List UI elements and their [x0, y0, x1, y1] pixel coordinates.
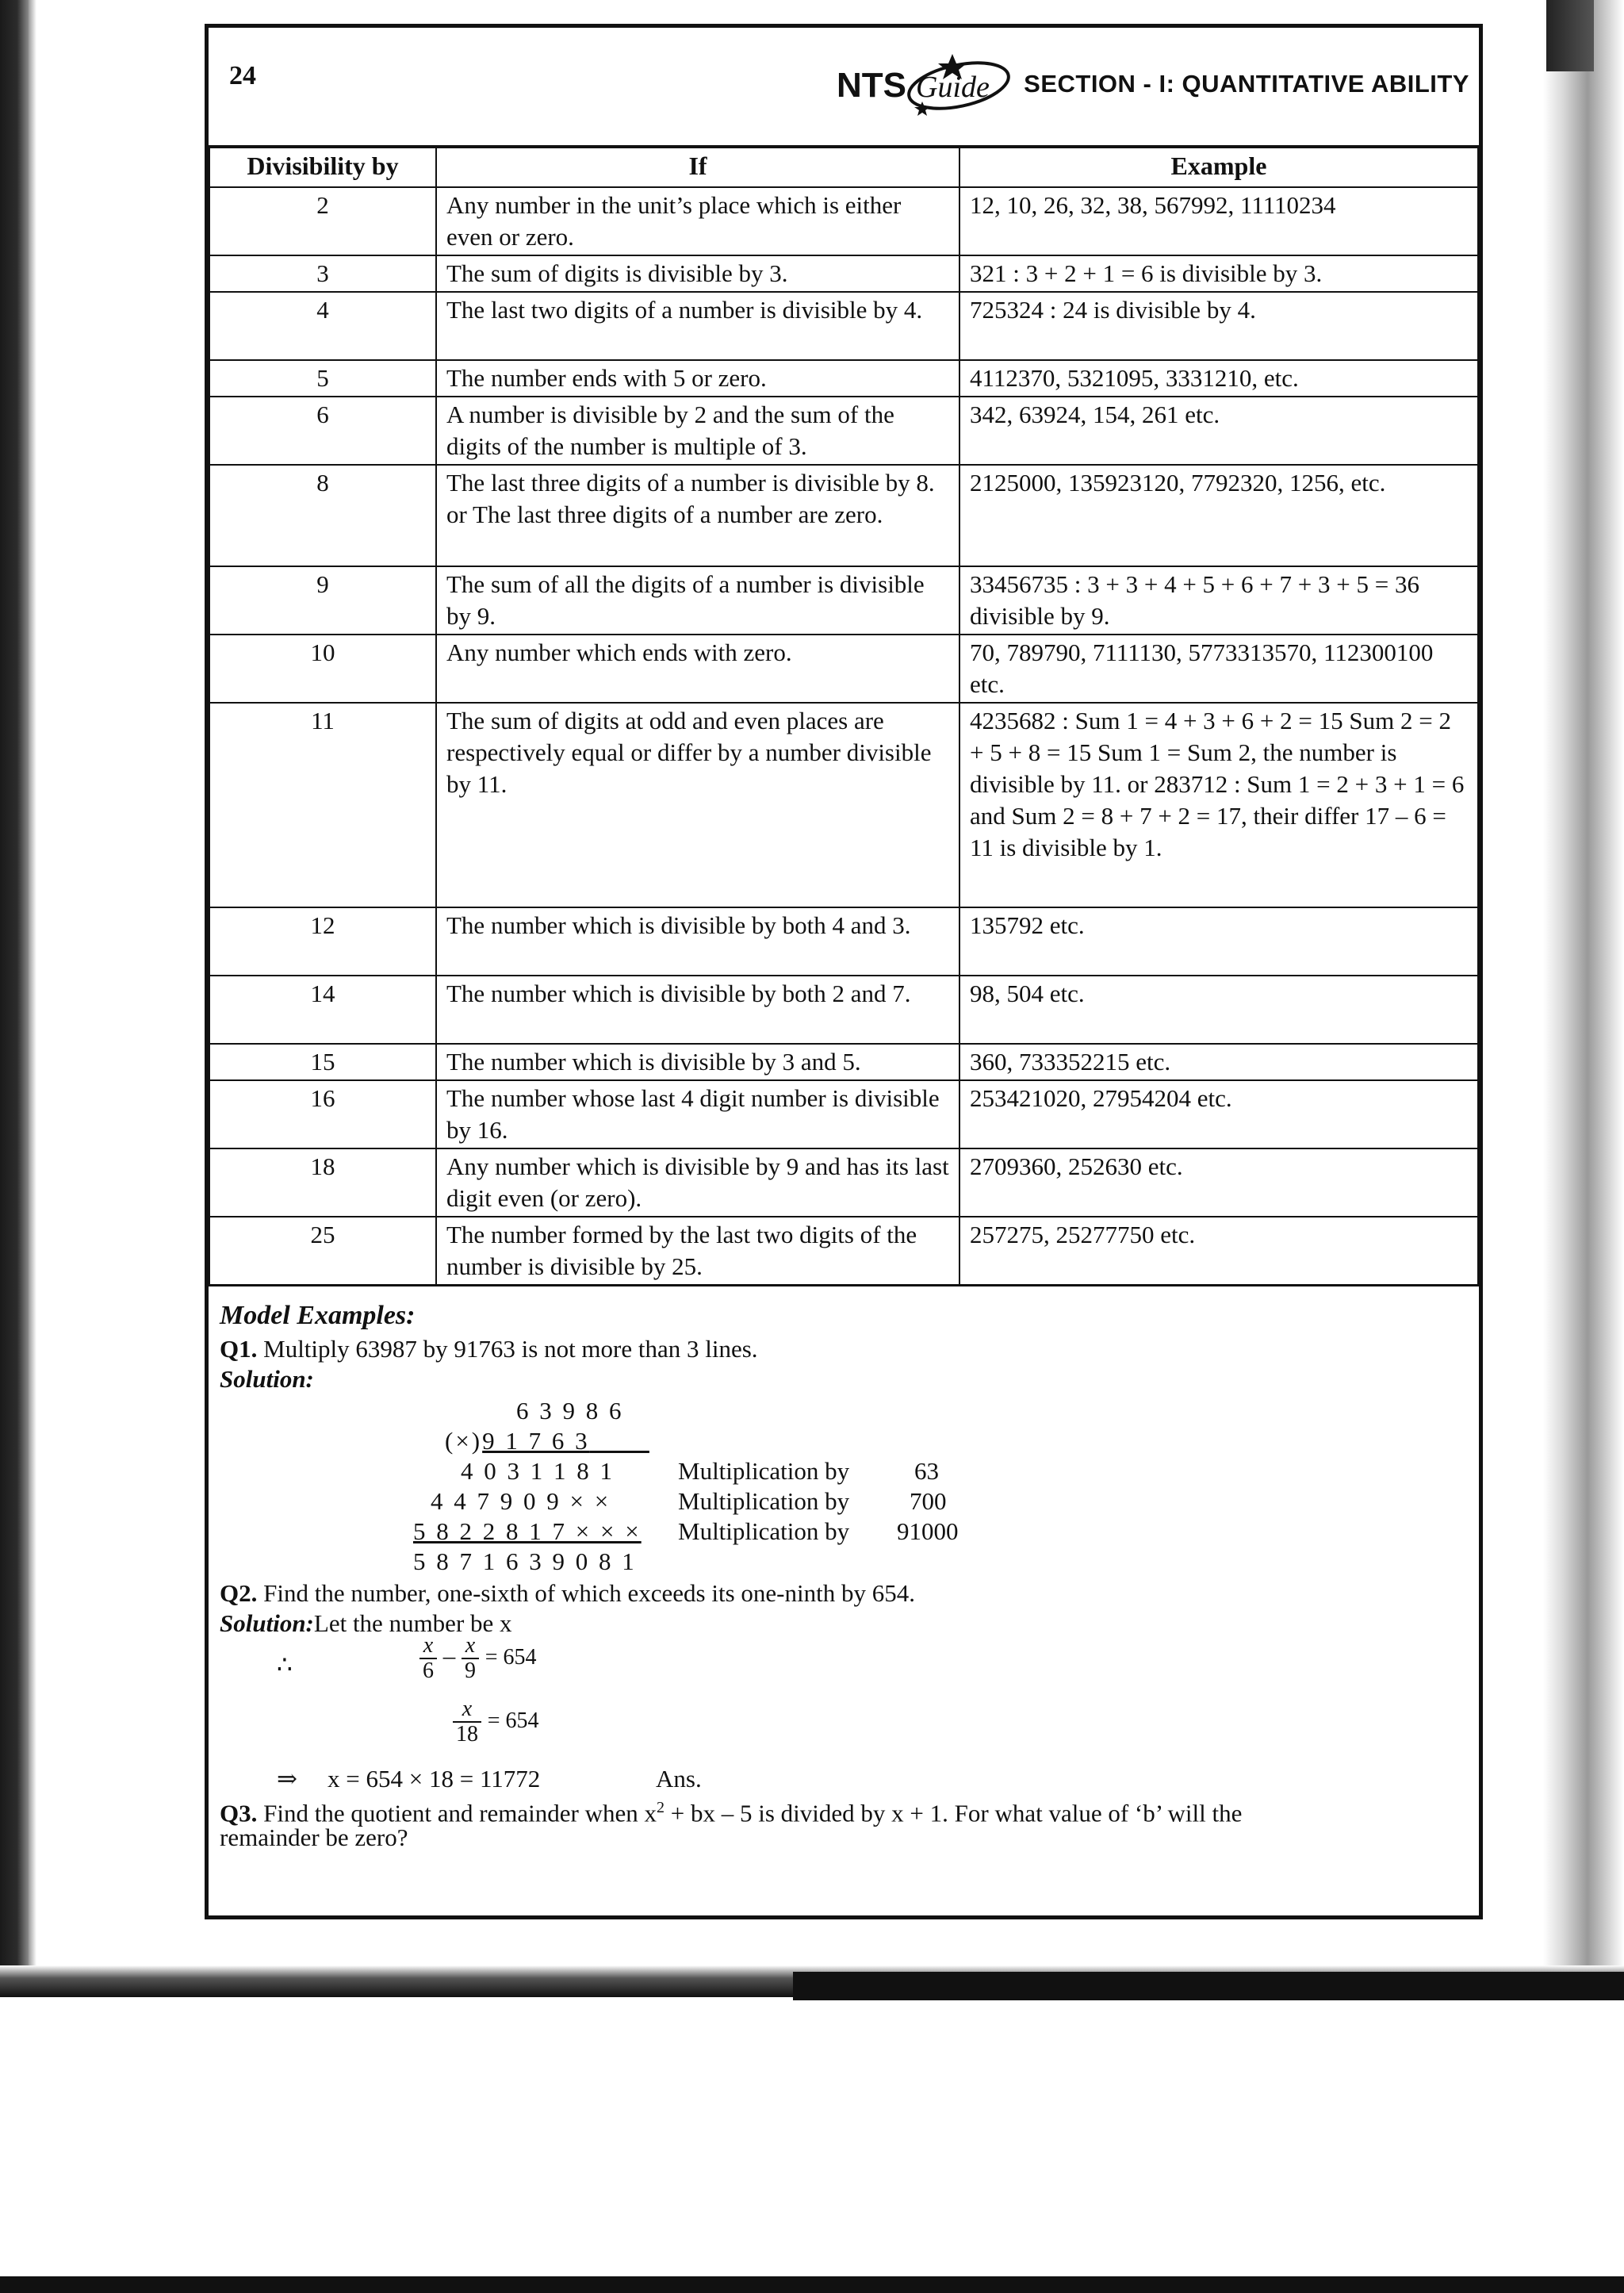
nts-guide-logo [833, 52, 1016, 116]
fraction-x-over-9 [462, 1634, 479, 1683]
equation-2-rhs: = 654 [487, 1708, 539, 1734]
cell-example: 135792 etc. [959, 907, 1478, 976]
fraction-denominator: 6 [423, 1658, 434, 1683]
cell-divisor: 2 [209, 187, 436, 255]
mult-partial-1-value: 63 [914, 1457, 939, 1485]
mult-multiplier-underline-tail [590, 1427, 649, 1455]
mult-partial-2: 4 4 7 9 0 9 × × [431, 1487, 611, 1515]
result-line: x = 654 × 18 = 11772 [327, 1765, 541, 1793]
cell-divisor: 12 [209, 907, 436, 976]
mult-result: 5 8 7 1 6 3 9 0 8 1 [413, 1547, 637, 1575]
scan-edge-right [1543, 0, 1624, 1983]
cell-example: 2709360, 252630 etc. [959, 1148, 1478, 1217]
fraction-x-over-18 [453, 1697, 481, 1747]
cell-rule: The sum of digits is divisible by 3. [436, 255, 959, 292]
cell-example: 342, 63924, 154, 261 etc. [959, 397, 1478, 465]
equation-1-rhs: = 654 [485, 1645, 537, 1670]
equation-1 [419, 1634, 537, 1683]
section-title: SECTION - I: QUANTITATIVE ABILITY [1024, 70, 1469, 98]
cell-rule: The number which is divisible by both 2 and 7. [436, 976, 959, 1044]
cell-rule: The number formed by the last two digits of the number is divisible by 25. [436, 1217, 959, 1286]
table-row [209, 1044, 1478, 1080]
model-examples-heading: Model Examples: [220, 1301, 416, 1330]
cell-divisor: 9 [209, 566, 436, 635]
cell-divisor: 3 [209, 255, 436, 292]
cell-rule: A number is divisible by 2 and the sum of the digits of the number is multiple of 3. [436, 397, 959, 465]
cell-example: 360, 733352215 etc. [959, 1044, 1478, 1080]
q3-text-a: Find the quotient and remainder when x [263, 1799, 657, 1827]
page-frame [205, 24, 1483, 1919]
table-row [209, 465, 1478, 566]
q1-solution-label: Solution: [220, 1365, 314, 1393]
page-header [833, 56, 1469, 112]
equation-2 [453, 1697, 539, 1747]
cell-example: 321 : 3 + 2 + 1 = 6 is divisible by 3. [959, 255, 1478, 292]
table-row [209, 255, 1478, 292]
cell-example: 257275, 25277750 etc. [959, 1217, 1478, 1286]
cell-example: 725324 : 24 is divisible by 4. [959, 292, 1478, 360]
q2-label: Q2. [220, 1579, 258, 1607]
table-row [209, 187, 1478, 255]
q2-solution-text: Let the number be x [313, 1609, 512, 1637]
scan-corner-right [1546, 0, 1594, 71]
cell-divisor: 15 [209, 1044, 436, 1080]
cell-divisor: 10 [209, 635, 436, 703]
implies-symbol: ⇒ [277, 1765, 297, 1793]
table-row [209, 292, 1478, 360]
q3-superscript: 2 [657, 1799, 665, 1816]
q1-label: Q1. [220, 1335, 258, 1363]
cell-example: 2125000, 135923120, 7792320, 1256, etc. [959, 465, 1478, 566]
cell-example: 33456735 : 3 + 3 + 4 + 5 + 6 + 7 + 3 + 5 = 36 divisible by 9. [959, 566, 1478, 635]
therefore-symbol: ∴ [277, 1651, 293, 1678]
mult-multiplier: 9 1 7 6 3 [482, 1427, 590, 1455]
table-row [209, 1217, 1478, 1286]
header-divisibility: Divisibility by [209, 148, 436, 187]
fraction-x-over-6 [419, 1634, 437, 1683]
cell-example: 70, 789790, 7111130, 5773313570, 112300100 etc. [959, 635, 1478, 703]
cell-rule: The number which is divisible by 3 and 5. [436, 1044, 959, 1080]
q2-solution-label: Solution: [220, 1609, 314, 1637]
scan-edge-left-fade [29, 0, 36, 1983]
mult-top: 6 3 9 8 6 [516, 1397, 624, 1424]
cell-rule: Any number which is divisible by 9 and has its last digit even (or zero). [436, 1148, 959, 1217]
q3-text-b: + bx – 5 is divided by x + 1. For what value of ‘b’ will the [665, 1799, 1243, 1827]
table-row [209, 360, 1478, 397]
table-row [209, 397, 1478, 465]
header-example: Example [959, 148, 1478, 187]
question-2 [220, 1578, 915, 1609]
mult-partial-3: 5 8 2 2 8 1 7 × × × [413, 1517, 642, 1545]
table-row [209, 566, 1478, 635]
table-header-row [209, 148, 1478, 187]
q2-text: Find the number, one-sixth of which exceeds its one-ninth by 654. [263, 1579, 915, 1607]
mult-partial-1: 4 0 3 1 1 8 1 [461, 1457, 615, 1485]
cell-rule: Any number in the unit’s place which is either even or zero. [436, 187, 959, 255]
fraction-denominator: 9 [465, 1658, 476, 1683]
mult-partial-3-value: 91000 [897, 1517, 959, 1545]
table-row [209, 703, 1478, 907]
answer-label: Ans. [656, 1765, 702, 1793]
cell-rule: The sum of digits at odd and even places are respectively equal or differ by a number divisible by 11. [436, 703, 959, 907]
cell-rule: The last two digits of a number is divisible by 4. [436, 292, 959, 360]
cell-example: 4112370, 5321095, 3331210, etc. [959, 360, 1478, 397]
cell-rule: The number ends with 5 or zero. [436, 360, 959, 397]
table-row [209, 976, 1478, 1044]
q3-text-c: remainder be zero? [220, 1823, 408, 1851]
mult-partial-1-label: Multiplication by [678, 1457, 850, 1485]
scan-edge-left [0, 0, 29, 1983]
cell-divisor: 16 [209, 1080, 436, 1148]
cell-divisor: 18 [209, 1148, 436, 1217]
cell-divisor: 8 [209, 465, 436, 566]
scan-footer-bar [0, 2276, 1624, 2293]
cell-rule: The number which is divisible by both 4 and 3. [436, 907, 959, 976]
q1-text: Multiply 63987 by 91763 is not more than 3 lines. [263, 1335, 758, 1363]
mult-partial-2-label: Multiplication by [678, 1487, 850, 1515]
table-row [209, 1080, 1478, 1148]
mult-partial-2-value: 700 [910, 1487, 947, 1515]
divisibility-table [209, 147, 1479, 1286]
fraction-numerator: x [453, 1697, 481, 1723]
cell-divisor: 14 [209, 976, 436, 1044]
scan-edge-bottom-dark [793, 1972, 1624, 2000]
fraction-denominator: 18 [456, 1722, 478, 1747]
q3-label: Q3. [220, 1799, 258, 1827]
table-row [209, 635, 1478, 703]
cell-example: 4235682 : Sum 1 = 4 + 3 + 6 + 2 = 15 Sum 2 = 2 + 5 + 8 = 15 Sum 1 = Sum 2, the number is divisible by 11. or 283712 : Sum 1 = 2 + 3 + 1 = 6 and Sum 2 = 8 + 7 + 2 = 17, their differ 17 – 6 = 11 is divisible by 1. [959, 703, 1478, 907]
page-number: 24 [229, 61, 256, 90]
minus-sign: – [442, 1642, 456, 1670]
table-row [209, 907, 1478, 976]
mult-multiplier-line [445, 1426, 649, 1456]
cell-rule: The number whose last 4 digit number is divisible by 16. [436, 1080, 959, 1148]
fraction-numerator: x [419, 1634, 437, 1659]
cell-divisor: 5 [209, 360, 436, 397]
cell-example: 98, 504 etc. [959, 976, 1478, 1044]
cell-rule: The last three digits of a number is divisible by 8. or The last three digits of a number are zero. [436, 465, 959, 566]
mult-partial-3-label: Multiplication by [678, 1517, 850, 1545]
cell-divisor: 4 [209, 292, 436, 360]
header-if: If [436, 148, 959, 187]
cell-rule: Any number which ends with zero. [436, 635, 959, 703]
cell-example: 12, 10, 26, 32, 38, 567992, 11110234 [959, 187, 1478, 255]
logo-brand-text: NTS [837, 66, 907, 105]
cell-example: 253421020, 27954204 etc. [959, 1080, 1478, 1148]
cell-divisor: 11 [209, 703, 436, 907]
table-row [209, 1148, 1478, 1217]
cell-rule: The sum of all the digits of a number is divisible by 9. [436, 566, 959, 635]
fraction-numerator: x [462, 1634, 479, 1659]
cell-divisor: 6 [209, 397, 436, 465]
mult-multiplier-prefix: (×) [445, 1427, 483, 1455]
question-1 [220, 1334, 758, 1364]
cell-divisor: 25 [209, 1217, 436, 1286]
logo-script-text: Guide [916, 71, 990, 104]
